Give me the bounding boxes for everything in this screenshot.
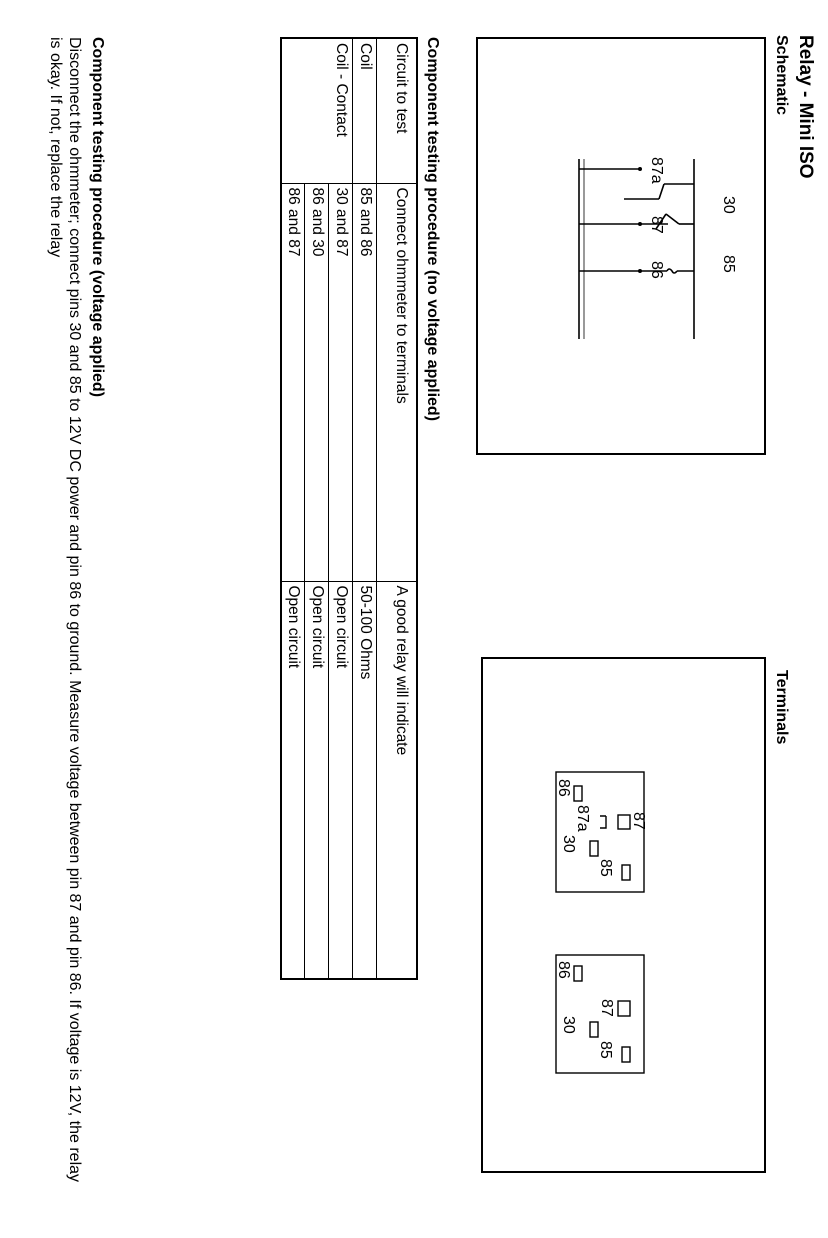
row-indicate: Open circuit — [329, 581, 353, 979]
pin-85 — [622, 1047, 630, 1062]
schematic-label-86: 86 — [648, 261, 665, 279]
pin-86 — [574, 786, 582, 801]
schematic-box — [476, 37, 766, 455]
header-connect: Connect ohmmeter to terminals — [377, 183, 417, 581]
relay5-label-85: 85 — [597, 859, 614, 877]
page-title: Relay - Mini ISO — [795, 35, 816, 179]
row-circuit — [305, 38, 329, 183]
terminals-box — [481, 657, 766, 1173]
relay-terminal-layouts — [483, 659, 764, 1171]
pin-87 — [618, 1001, 630, 1016]
row-circuit: Coil — [353, 38, 377, 183]
terminals-heading: Terminals — [773, 670, 790, 745]
pin-87 — [618, 815, 630, 829]
no-voltage-test-table — [280, 37, 418, 980]
row-connect: 85 and 86 — [353, 183, 377, 581]
table-row — [281, 38, 305, 979]
table-row — [305, 38, 329, 979]
pin-30 — [590, 841, 598, 856]
relay5-label-87: 87 — [630, 812, 647, 830]
relay-5pin-diagram — [555, 772, 647, 892]
table-row — [353, 38, 377, 979]
pin-30 — [590, 1022, 598, 1037]
relay4-label-30: 30 — [560, 1016, 577, 1034]
row-circuit — [281, 38, 305, 183]
relay5-label-86: 86 — [555, 779, 572, 797]
pin-87a — [600, 816, 606, 828]
row-indicate: Open circuit — [305, 581, 329, 979]
relay-4pin-diagram — [555, 955, 644, 1073]
relay5-label-87a: 87a — [574, 805, 591, 832]
row-circuit: Coil - Contact — [329, 38, 353, 183]
schematic-label-87a: 87a — [648, 157, 665, 184]
voltage-test-instructions: Disconnect the ohmmeter; connect pins 30 and 85 to 12V DC power and pin 86 to ground. Measure voltage between pin 87 and pin 86. If voltage is 12V, the relay is okay. If not, replace the relay — [47, 37, 83, 1183]
header-circuit: Circuit to test — [377, 38, 417, 183]
row-indicate: Open circuit — [281, 581, 305, 979]
table-header-row — [377, 38, 417, 979]
schematic-label-85: 85 — [720, 255, 737, 273]
table-row — [329, 38, 353, 979]
row-connect: 86 and 30 — [305, 183, 329, 581]
pin-86 — [574, 966, 582, 981]
row-connect: 86 and 87 — [281, 183, 305, 581]
row-connect: 30 and 87 — [329, 183, 353, 581]
relay4-label-85: 85 — [597, 1041, 614, 1059]
relay4-label-86: 86 — [555, 961, 572, 979]
schematic-label-30: 30 — [720, 196, 737, 214]
row-indicate: 50-100 Ohms — [353, 581, 377, 979]
relay5-label-30: 30 — [560, 835, 577, 853]
no-voltage-test-heading: Component testing procedure (no voltage applied) — [424, 37, 441, 422]
header-indicate: A good relay will indicate — [377, 581, 417, 979]
relay-schematic-diagram — [478, 39, 764, 453]
pin-85 — [622, 865, 630, 880]
schematic-label-87: 87 — [648, 216, 665, 234]
relay4-label-87: 87 — [598, 999, 615, 1017]
voltage-test-heading: Component testing procedure (voltage applied) — [89, 37, 106, 398]
schematic-heading: Schematic — [773, 35, 790, 116]
